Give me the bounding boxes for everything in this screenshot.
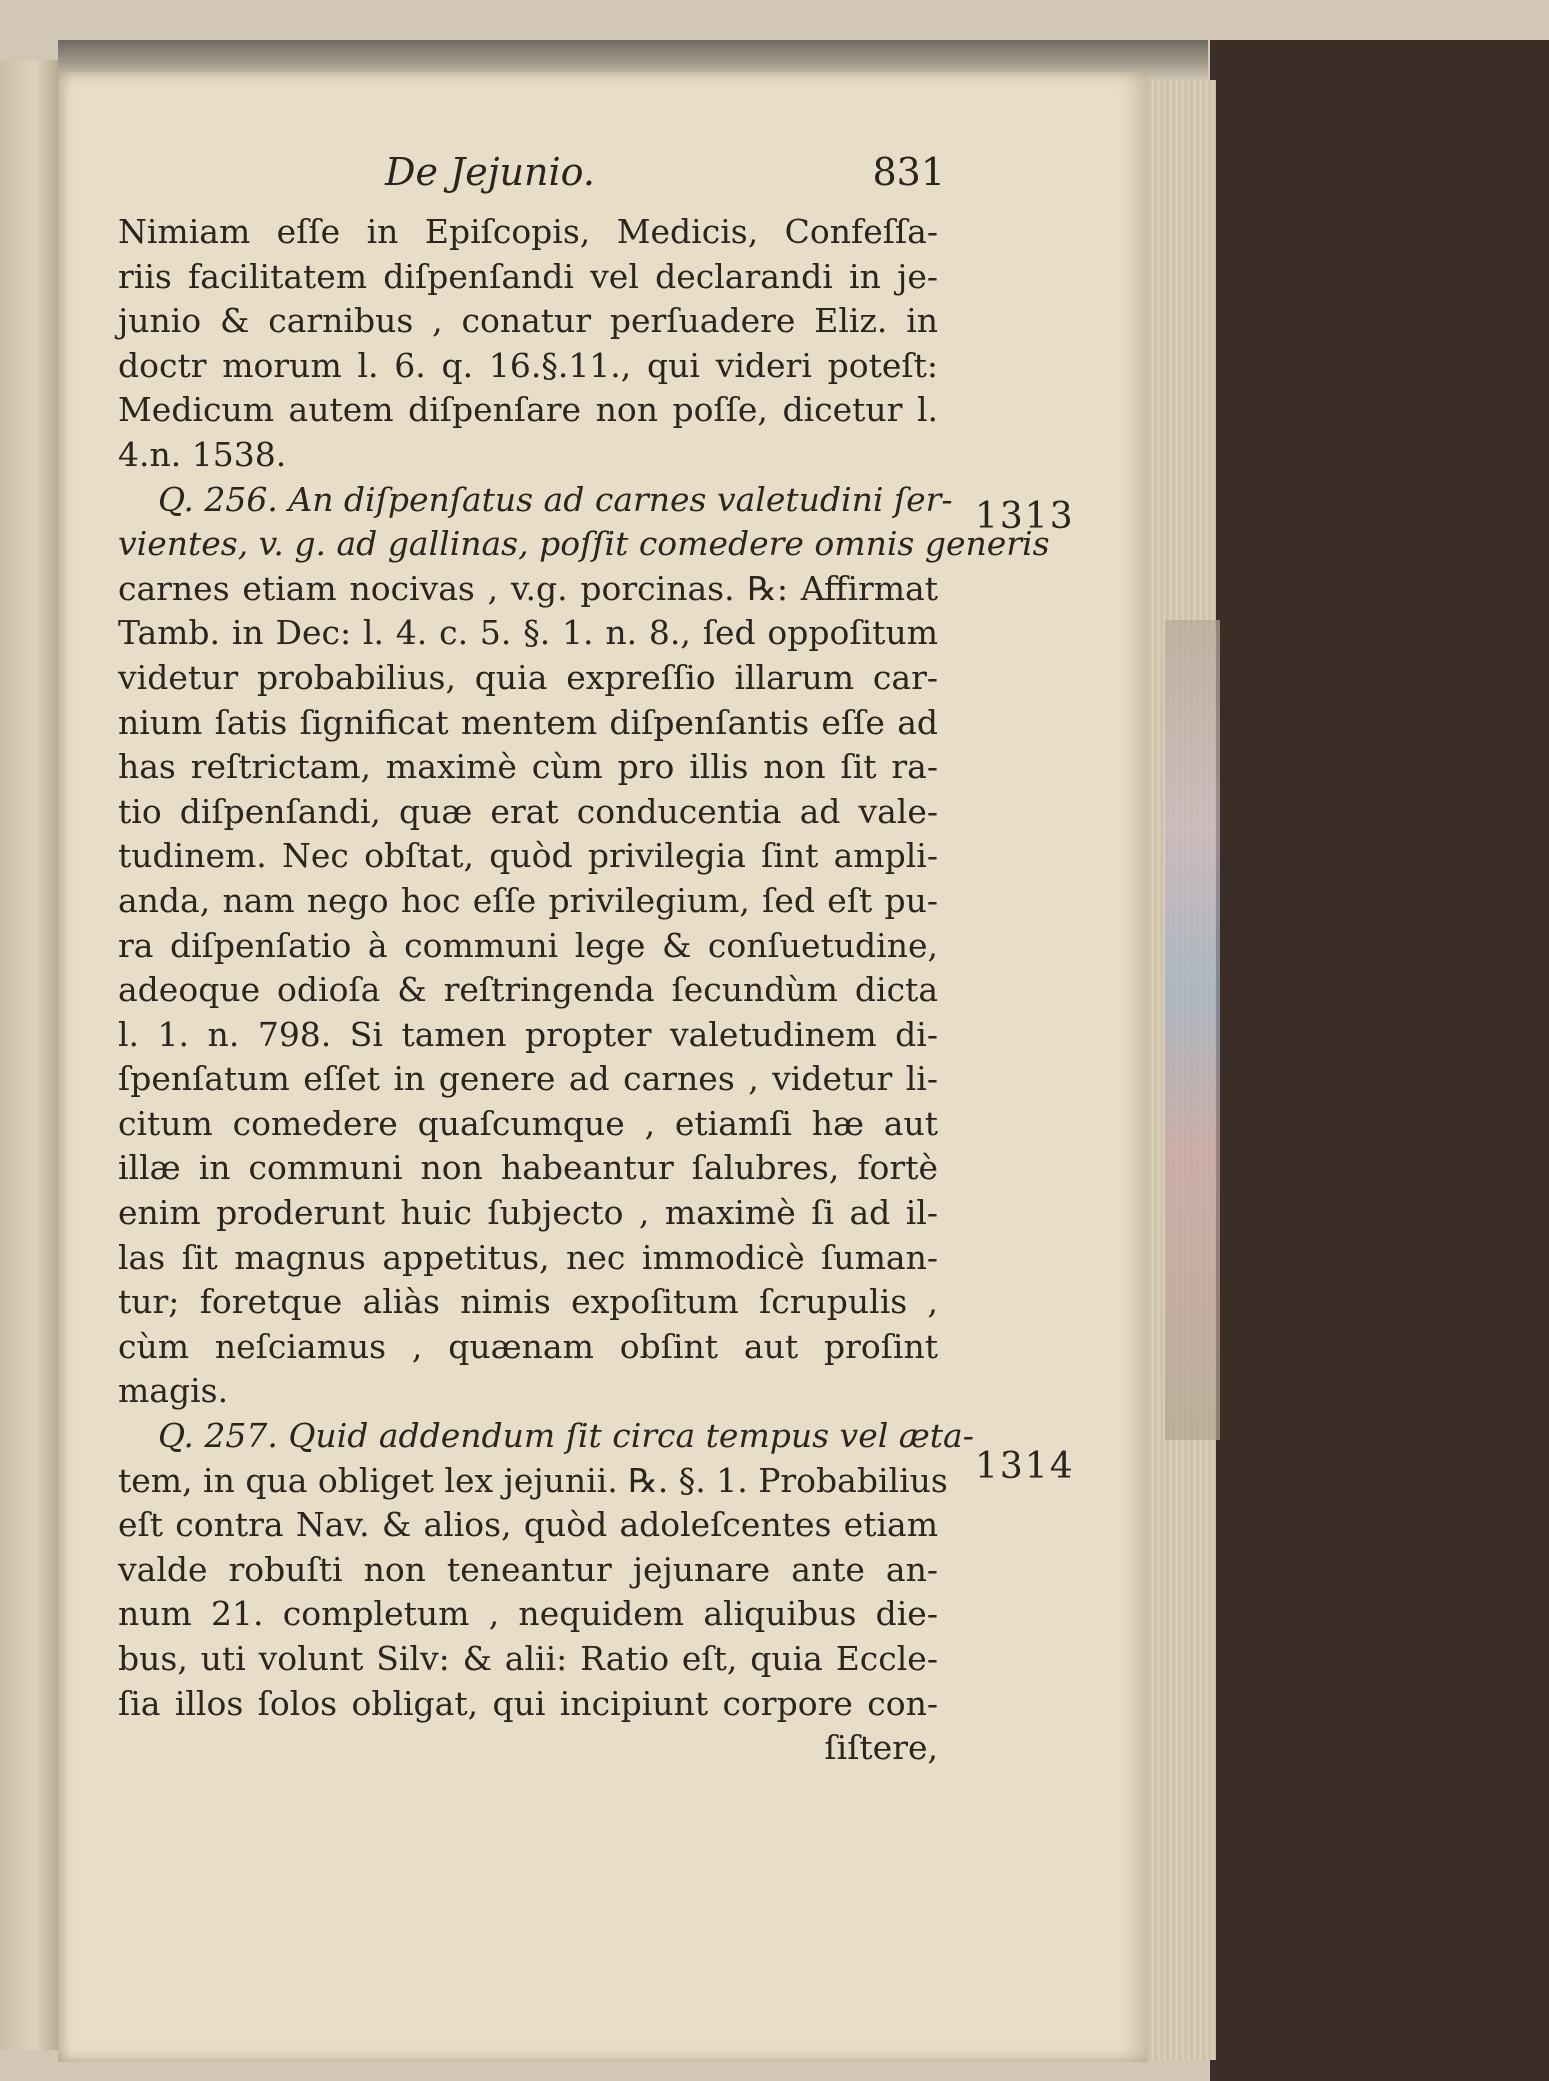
left-page-edge (0, 60, 60, 2050)
text-line: tur; foretque aliàs nimis expoſitum ſcrupulis , (118, 1282, 938, 1322)
margin-note: 1313 (975, 496, 1075, 537)
text-line: 4.n. 1538. (118, 434, 287, 474)
text-line: riis facilitatem diſpenſandi vel declarandi in je- (118, 256, 938, 296)
text-line: anda, nam nego hoc eſſe privilegium, ſed eſt pu- (118, 880, 938, 920)
text-line: tio diſpenſandi, quæ erat conducentia ad vale- (118, 791, 938, 831)
text-line: tudinem. Nec obſtat, quòd privilegia ſint ampli- (118, 836, 938, 876)
text-line: adeoque odioſa & reſtringenda ſecundùm dicta (118, 970, 938, 1010)
text-line: nium ſatis ſignificat mentem diſpenſantis eſſe ad (118, 702, 938, 742)
text-line: illæ in communi non habeantur ſalubres, fortè (118, 1148, 938, 1188)
catchword-line: ſiſtere, (824, 1728, 938, 1768)
text-line: tem, in qua obliget lex jejunii. ℞. §. 1. Probabilius (118, 1460, 948, 1500)
page-number: 831 (872, 150, 945, 194)
text-line: eſt contra Nav. & alios, quòd adoleſcentes etiam (118, 1505, 938, 1545)
text-line: cùm neſciamus , quænam obſint aut proſint (118, 1326, 938, 1366)
question-line: vientes, v. g. ad gallinas, poſſit comedere omnis generis (118, 524, 1050, 564)
text-line: Nimiam eſſe in Epiſcopis, Medicis, Confeſſa- (118, 212, 938, 251)
text-line: ſia illos ſolos obligat, qui incipiunt corpore con- (118, 1683, 938, 1723)
margin-note: 1314 (975, 1446, 1075, 1487)
text-line: junio & carnibus , conatur perſuadere Eliz. in (118, 301, 938, 341)
question-line: Q. 256. An diſpenſatus ad carnes valetudini ſer- (158, 479, 953, 519)
running-title: De Jejunio. (385, 150, 595, 194)
text-line: l. 1. n. 798. Si tamen propter valetudinem di- (118, 1014, 938, 1054)
question-line: Q. 257. Quid addendum ſit circa tempus vel æta- (158, 1416, 974, 1456)
text-line: citum comedere quaſcumque , etiamſi hæ aut (118, 1103, 938, 1143)
text-line: las ſit magnus appetitus, nec immodicè ſuman- (118, 1237, 938, 1277)
text-line: carnes etiam nocivas , v.g. porcinas. ℞: Affirmat (118, 568, 938, 608)
text-line: videtur probabilius, quia expreſſio illarum car- (118, 657, 938, 697)
text-line: valde robuſti non teneantur jejunare ante an- (118, 1549, 938, 1589)
text-line: ſpenſatum eſſet in genere ad carnes , videtur li- (118, 1059, 938, 1099)
text-line: enim proderunt huic ſubjecto , maximè ſi ad il- (118, 1193, 938, 1233)
text-line: Tamb. in Dec: l. 4. c. 5. §. 1. n. 8., ſed oppoſitum (118, 613, 938, 653)
marbled-endpaper (1165, 620, 1220, 1440)
running-head (385, 150, 945, 198)
text-line: Medicum autem diſpenſare non poſſe, dicetur l. (118, 390, 938, 430)
text-line: num 21. completum , nequidem aliquibus die- (118, 1594, 938, 1634)
text-line: bus, uti volunt Silv: & alii: Ratio eſt, quia Eccle- (118, 1639, 938, 1678)
text-line: magis. (118, 1371, 229, 1411)
text-line: has reſtrictam, maximè cùm pro illis non ſit ra- (118, 747, 938, 787)
text-line: ra diſpenſatio à communi lege & conſuetudine, (118, 925, 938, 965)
book-cover-board (1210, 40, 1549, 2081)
text-line: doctr morum l. 6. q. 16.§.11., qui videri poteſt: (118, 345, 938, 385)
